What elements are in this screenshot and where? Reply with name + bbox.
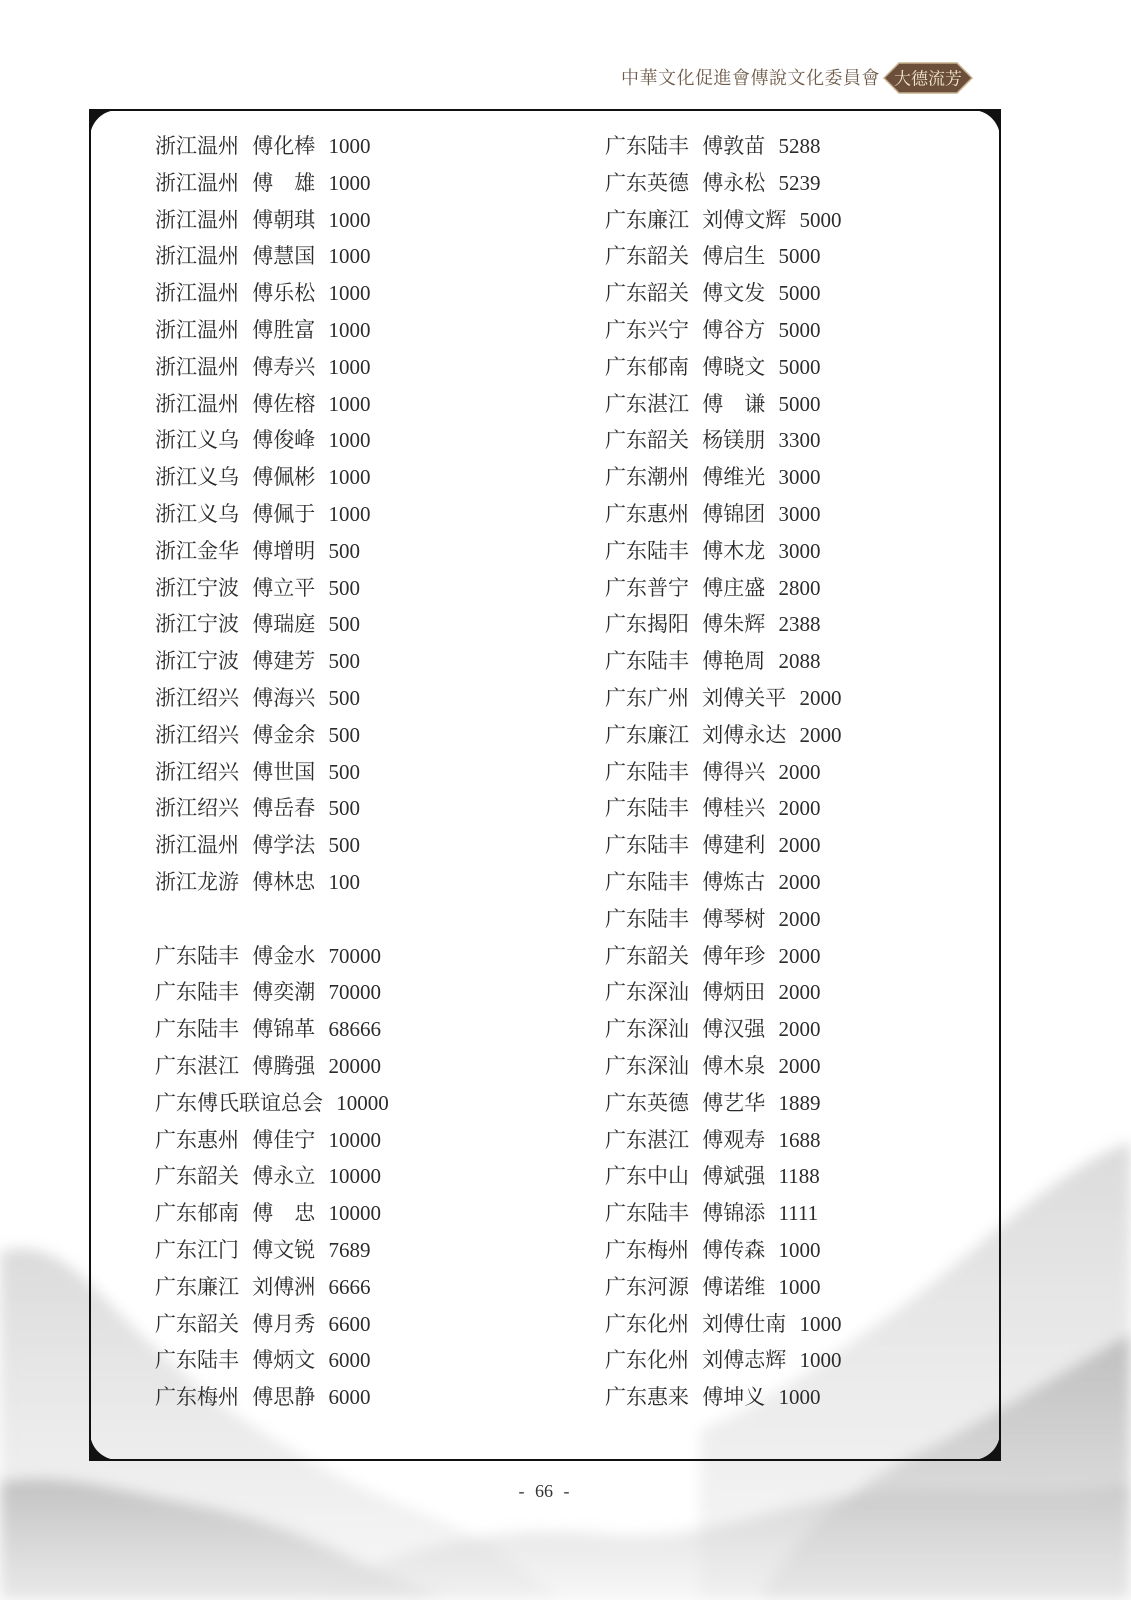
list-item: 广东湛江 傅腾强 20000 — [155, 1053, 381, 1078]
guangdong-donor-list — [155, 938, 389, 1416]
list-item: 浙江绍兴 傅岳春 500 — [155, 796, 360, 821]
list-item: 浙江温州 傅慧国 1000 — [155, 244, 371, 269]
list-item: 浙江宁波 傅建芳 500 — [155, 649, 360, 674]
list-item: 浙江温州 傅佐榕 1000 — [155, 391, 371, 416]
list-item: 广东廉江 刘傅文辉 5000 — [605, 207, 842, 232]
list-item: 广东陆丰 傅锦添 1111 — [605, 1201, 819, 1226]
list-item: 广东湛江 傅 谦 5000 — [605, 391, 821, 416]
list-item: 广东陆丰 傅艳周 2088 — [605, 649, 821, 674]
list-item: 广东韶关 杨镁朋 3300 — [605, 428, 821, 453]
list-item: 广东化州 刘傅仕南 1000 — [605, 1311, 842, 1336]
list-item: 广东梅州 傅思静 6000 — [155, 1385, 371, 1410]
list-item: 广东陆丰 傅建利 2000 — [605, 833, 821, 858]
left-column — [155, 128, 389, 1416]
list-item: 广东陆丰 傅金水 70000 — [155, 943, 381, 968]
list-item: 浙江宁波 傅立平 500 — [155, 575, 360, 600]
list-item: 浙江绍兴 傅金余 500 — [155, 722, 360, 747]
list-item: 广东揭阳 傅朱辉 2388 — [605, 612, 821, 637]
list-item: 广东陆丰 傅桂兴 2000 — [605, 796, 821, 821]
list-item: 浙江义乌 傅俊峰 1000 — [155, 428, 371, 453]
list-item: 广东梅州 傅传森 1000 — [605, 1237, 821, 1262]
list-item: 广东陆丰 傅炳文 6000 — [155, 1348, 371, 1373]
list-item: 广东郁南 傅晓文 5000 — [605, 354, 821, 379]
list-item: 浙江温州 傅朝琪 1000 — [155, 207, 371, 232]
zhejiang-donor-list — [155, 128, 389, 901]
list-item: 广东陆丰 傅得兴 2000 — [605, 759, 821, 784]
group-spacer — [155, 901, 389, 938]
list-item: 浙江宁波 傅瑞庭 500 — [155, 612, 360, 637]
list-item: 广东陆丰 傅木龙 3000 — [605, 538, 821, 563]
list-item: 广东惠州 傅锦团 3000 — [605, 501, 821, 526]
list-item: 广东韶关 傅启生 5000 — [605, 244, 821, 269]
list-item: 浙江龙游 傅林忠 100 — [155, 869, 360, 894]
list-item: 浙江绍兴 傅海兴 500 — [155, 685, 360, 710]
list-item: 广东英德 傅艺华 1889 — [605, 1090, 821, 1115]
list-item: 广东湛江 傅观寿 1688 — [605, 1127, 821, 1152]
list-item: 广东廉江 刘傅洲 6666 — [155, 1274, 371, 1299]
list-item: 浙江温州 傅学法 500 — [155, 833, 360, 858]
list-item: 广东深汕 傅汉强 2000 — [605, 1017, 821, 1042]
list-item: 浙江温州 傅乐松 1000 — [155, 281, 371, 306]
list-item: 广东化州 刘傅志辉 1000 — [605, 1348, 842, 1373]
list-item: 广东中山 傅斌强 1188 — [605, 1164, 820, 1189]
list-item: 广东深汕 傅炳田 2000 — [605, 980, 821, 1005]
right-column — [605, 128, 842, 1416]
list-item: 广东陆丰 傅琴树 2000 — [605, 906, 821, 931]
list-item: 浙江金华 傅增明 500 — [155, 538, 360, 563]
list-item: 广东廉江 刘傅永达 2000 — [605, 722, 842, 747]
list-item: 广东普宁 傅庄盛 2800 — [605, 575, 821, 600]
list-item: 浙江义乌 傅佩于 1000 — [155, 501, 371, 526]
list-item: 广东河源 傅诺维 1000 — [605, 1274, 821, 1299]
list-item: 浙江温州 傅胜富 1000 — [155, 317, 371, 342]
list-item: 广东陆丰 傅炼古 2000 — [605, 869, 821, 894]
header-badge-text: 大德流芳 — [894, 69, 962, 89]
list-item: 广东潮州 傅维光 3000 — [605, 465, 821, 490]
list-item: 广东英德 傅永松 5239 — [605, 170, 821, 195]
list-item: 广东江门 傅文锐 7689 — [155, 1237, 371, 1262]
header-badge — [882, 60, 974, 96]
list-item: 广东韶关 傅月秀 6600 — [155, 1311, 371, 1336]
list-item: 浙江义乌 傅佩彬 1000 — [155, 465, 371, 490]
page-number: - 66 - — [518, 1481, 570, 1501]
list-item: 广东深汕 傅木泉 2000 — [605, 1053, 821, 1078]
list-item: 广东韶关 傅文发 5000 — [605, 281, 821, 306]
list-item: 广东惠州 傅佳宁 10000 — [155, 1127, 381, 1152]
list-item: 广东惠来 傅坤义 1000 — [605, 1385, 821, 1410]
header-organization-title: 中華文化促進會傳說文化委員會 — [621, 68, 880, 88]
list-item: 广东郁南 傅 忠 10000 — [155, 1201, 381, 1226]
list-item: 广东兴宁 傅谷方 5000 — [605, 317, 821, 342]
list-item: 浙江绍兴 傅世国 500 — [155, 759, 360, 784]
frame-corner — [90, 110, 118, 138]
list-item: 浙江温州 傅寿兴 1000 — [155, 354, 371, 379]
list-item: 广东陆丰 傅敦苗 5288 — [605, 134, 821, 158]
list-item: 广东韶关 傅永立 10000 — [155, 1164, 381, 1189]
list-item: 广东傅氏联谊总会 10000 — [155, 1090, 389, 1115]
list-item: 广东韶关 傅年珍 2000 — [605, 943, 821, 968]
list-item: 浙江温州 傅 雄 1000 — [155, 170, 371, 195]
frame-corner — [972, 110, 1000, 138]
list-item: 广东陆丰 傅奕潮 70000 — [155, 980, 381, 1005]
list-item: 浙江温州 傅化棒 1000 — [155, 134, 371, 158]
list-item: 广东陆丰 傅锦革 68666 — [155, 1017, 381, 1042]
list-item: 广东广州 刘傅关平 2000 — [605, 685, 842, 710]
